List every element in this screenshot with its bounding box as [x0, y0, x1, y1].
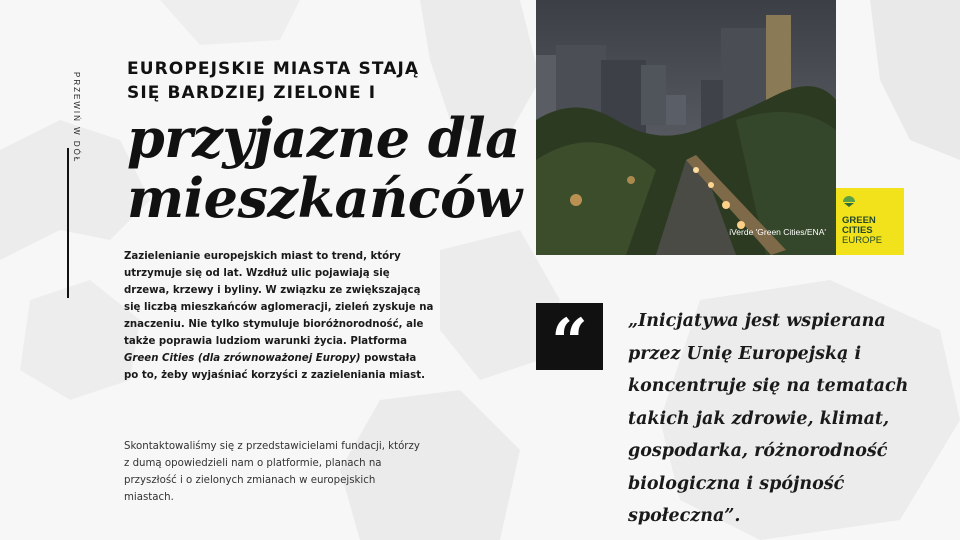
- city-photo: [536, 0, 836, 255]
- headline-caps: [127, 57, 517, 105]
- intro-text-1: Zazielenianie europejskich miast to trend, który utrzymuje się od lat. Wzdłuż ulic pojawiają się drzewa, krzewy i byliny. W związku ze zwiększającą się liczbą mieszkańców aglomeracji, zieleń zyskuje na znaczeniu. Nie tylko stymuluje bioróżnorodność, ale także poprawia ludziom warunki życia. Platforma: [124, 251, 434, 347]
- logo-word-europe: EUROPE: [842, 235, 883, 246]
- scroll-down-text: PRZEWIŃ W DÓŁ: [72, 72, 81, 164]
- logo-word-cities: CITIES: [842, 225, 873, 236]
- scroll-indicator-line: [67, 148, 69, 298]
- intro-paragraph: [124, 248, 434, 384]
- green-cities-europe-logo: [836, 188, 904, 255]
- quote-icon: “: [551, 305, 588, 380]
- city-photo-image: [536, 0, 836, 255]
- headline-line-2: SIĘ BARDZIEJ ZIELONE I: [127, 83, 377, 103]
- scroll-down-label: [70, 72, 88, 227]
- intro-text-italic: Green Cities (dla zrównoważonej Europy): [124, 353, 361, 364]
- headline-script-line-2: mieszkańców: [127, 166, 522, 230]
- logo-word-green: GREEN: [842, 215, 876, 226]
- headline-line-1: EUROPEJSKIE MIASTA STAJĄ: [127, 59, 420, 79]
- second-paragraph: Skontaktowaliśmy się z przedstawicielami fundacji, którzy z dumą opowiedzieli nam o platformie, planach na przyszłość i o zielonych zmianach w europejskich miastach.: [124, 441, 420, 503]
- headline-script: [127, 108, 527, 228]
- intro-text-2: powstała po to, żeby wyjaśniać korzyści z zazieleniania miast.: [124, 353, 425, 381]
- pull-quote: „Inicjatywa jest wspierana przez Unię Europejską i koncentruje się na tematach takich jak zdrowie, klimat, gospodarka, różnorodność biologiczna i spójność społeczna”.: [628, 311, 909, 526]
- headline-script-line-1: przyjazne dla: [127, 106, 520, 170]
- leaf-icon: [842, 194, 856, 208]
- quote-mark-box: [536, 303, 603, 380]
- photo-credit: iVerde 'Green Cities/ENA': [729, 227, 826, 237]
